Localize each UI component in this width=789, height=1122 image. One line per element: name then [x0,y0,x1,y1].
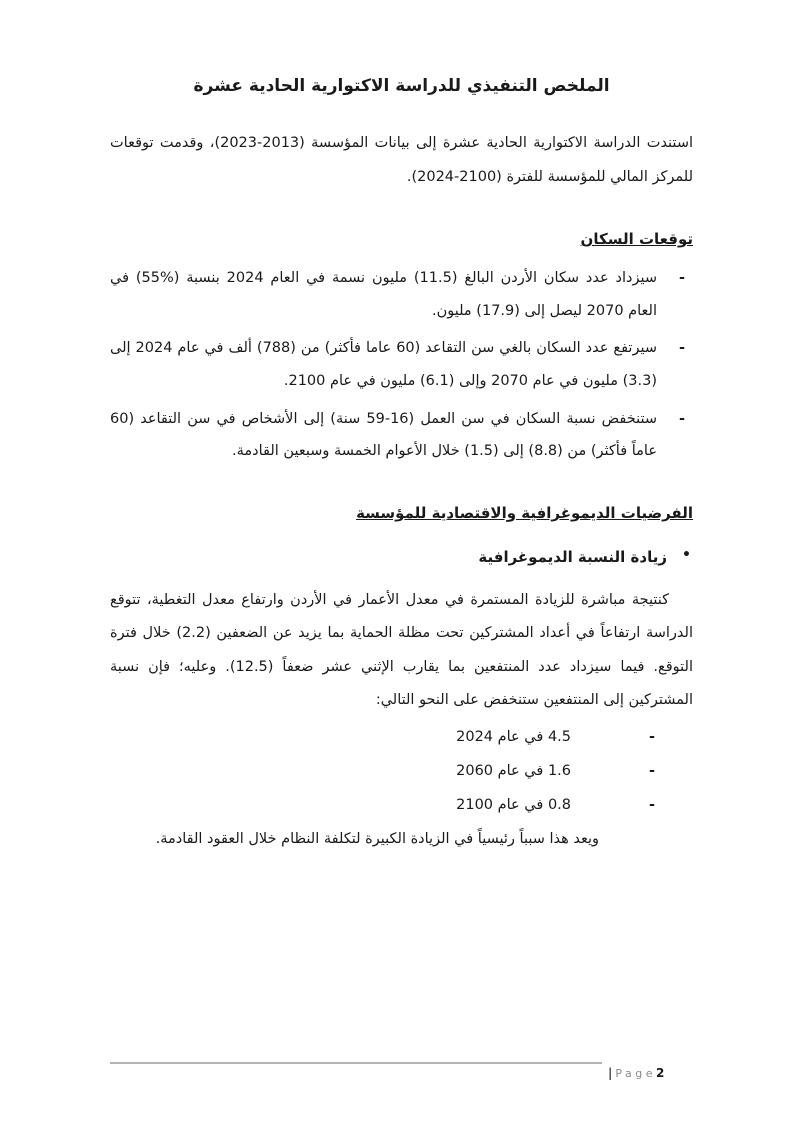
list-item-text: 1.6 في عام 2060 [456,762,571,779]
document-content [110,76,693,856]
subheading-text: زيادة النسبة الديموغرافية [478,547,667,566]
ratio-list [110,721,693,821]
section-heading-assumptions: الفرضيات الديموغرافية والاقتصادية للمؤسسة [356,503,693,522]
dash-marker: - [648,762,655,779]
intro-paragraph: استندت الدراسة الاكتوارية الحادية عشرة إلى بيانات المؤسسة (2013-2023)، وقدمت توقعات للمركز المالي للمؤسسة للفترة (2100-2024). [110,135,693,186]
footer-separator: | [608,1066,613,1080]
dash-marker: - [648,796,655,813]
demographic-paragraph: كنتيجة مباشرة للزيادة المستمرة في معدل الأعمار في الأردن وارتفاع معدل التغطية، تتوقع الدراسة ارتفاعاً في أعداد المشتركين تحت مظلة الحماية بما يزيد عن الضعفين (2.2) خلال فترة التوقع. فيما سيزداد عدد المنتفعين بما يقارب الإثني عشر ضعفاً (12.5). وعليه؛ فإن نسبة المشتركين إلى المنتفعين ستنخفض على النحو التالي: [110,591,693,708]
dash-marker: - [678,410,685,427]
list-item [110,755,693,788]
list-item [110,403,693,468]
section-heading-population-projections: توقعات السكان [580,230,693,249]
list-item [110,332,693,397]
bullet-marker: • [682,546,691,563]
subheading-demographic-ratio [110,548,693,566]
dash-marker: - [648,729,655,746]
population-bullet-list [110,262,693,468]
page-title: الملخص التنفيذي للدراسة الاكتوارية الحادية عشرة [193,76,610,96]
page-footer [608,1066,664,1080]
conclusion-paragraph: ويعد هذا سبباً رئيسياً في الزيادة الكبيرة لتكلفة النظام خلال العقود القادمة. [155,831,599,848]
footer-divider [110,1062,602,1064]
footer-page-label: Page [615,1067,657,1080]
list-item [110,262,693,327]
list-item-text: سيرتفع عدد السكان بالغي سن التقاعد (60 عاما فأكثر) من (788) ألف في عام 2024 إلى (3.3) مليون في عام 2070 وإلى (6.1) مليون في عام 2100. [110,340,657,389]
dash-marker: - [678,340,685,357]
list-item-text: 4.5 في عام 2024 [456,729,571,746]
list-item [110,721,693,754]
list-item-text: ستنخفض نسبة السكان في سن العمل (16-59 سنة) إلى الأشخاص في سن التقاعد (60 عاماً فأكثر) من (8.8) إلى (1.5) خلال الأعوام الخمسة وسبعين القادمة. [110,410,657,460]
footer-page-number: 2 [656,1066,665,1080]
list-item-text: 0.8 في عام 2100 [456,796,571,813]
list-item [110,789,693,822]
dash-marker: - [678,270,685,287]
list-item-text: سيزداد عدد سكان الأردن البالغ (11.5) مليون نسمة في العام 2024 بنسبة (%55) في العام 2070 ليصل إلى (17.9) مليون. [110,270,657,319]
